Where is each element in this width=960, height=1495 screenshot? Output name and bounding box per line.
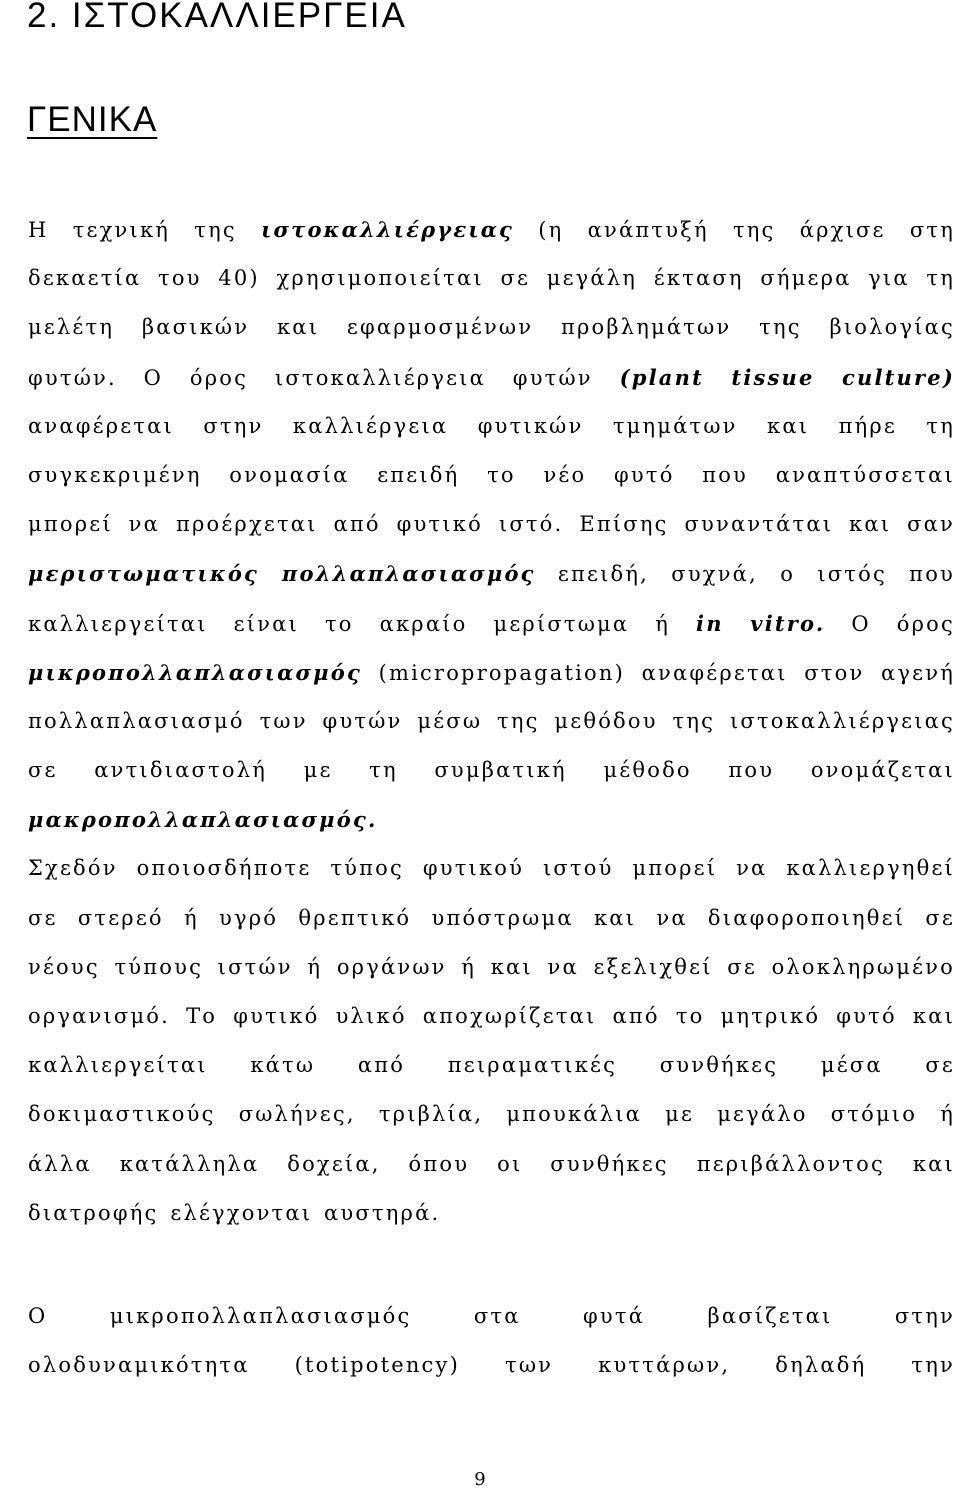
term-micropropagation: μικροπολλαπλασιασμός [28,659,362,685]
text-line [28,353,955,402]
text-line: πολλαπλασιασμό των φυτών μέσω της μεθόδου της ιστοκαλλιέργειας [28,708,955,733]
term-istokalliergeia: ιστοκαλλιέργειας [261,217,515,242]
text-line: νέους τύπους ιστών ή οργάνων ή και να εξελιχθεί σε ολοκληρωμένο [28,954,955,979]
text-line: καλλιεργείται κάτω από πειραματικές συνθήκες μέσα σε [28,1053,955,1078]
page-number: 9 [474,1469,486,1490]
text-line [28,648,955,697]
text-line: άλλα κατάλληλα δοχεία, όπου οι συνθήκες περιβάλλοντος και [28,1151,955,1176]
term-macropropagation: μακροπολλαπλασιασμός. [28,807,378,833]
text-line: δοκιμαστικούς σωλήνες, τριβλία, μπουκάλια με μεγάλο στόμιο ή [28,1102,955,1127]
text-run: καλλιεργείται είναι το ακραίο μερίστωμα ή [28,611,697,636]
term-plant-tissue-culture: (plant tissue culture) [619,364,955,390]
text-line: Ο μικροπολλαπλασιασμός στα φυτά βασίζεται στην [28,1304,955,1328]
text-line: συγκεκριμένη ονομασία επειδή το νέο φυτό που αναπτύσσεται [28,462,955,487]
text-line [28,205,955,254]
chapter-title: 2. ΙΣΤΟΚΑΛΛΙΕΡΓΕΙΑ [27,0,407,35]
text-line: μπορεί να προέρχεται από φυτικό ιστό. Επίσης συναντάται και σαν [28,512,955,537]
text-line: σε αντιδιαστολή με τη συμβατική μέθοδο που ονομάζεται [28,758,955,783]
paragraph-intro [28,205,955,1238]
text-line: αναφέρεται στην καλλιέργεια φυτικών τμημάτων και πήρε τη [28,413,955,438]
text-run: Ο όρος [825,611,955,636]
text-run: επειδή, συχνά, ο ιστός που [535,562,955,587]
text-line: οργανισμό. Το φυτικό υλικό αποχωρίζεται από το μητρικό φυτό και [28,1004,955,1028]
section-title: ΓΕΝΙΚΑ [27,100,158,139]
text-line: σε στερεό ή υγρό θρεπτικό υπόστρωμα και να διαφοροποιηθεί σε [28,905,955,930]
text-line [28,599,955,648]
text-line: ολοδυναμικότητα (totipotency) των κυττάρων, δηλαδή την [28,1353,955,1378]
text-line [28,549,955,598]
text-line: δεκαετία του 40) χρησιμοποιείται σε μεγάλη έκταση σήμερα για τη [28,266,955,291]
text-run: (micropropagation) αναφέρεται στον αγενή [361,660,955,685]
text-line: Σχεδόν οποιοσδήποτε τύπος φυτικού ιστού μπορεί να καλλιεργηθεί [28,856,955,881]
term-meristematic-propagation: μεριστωματικός πολλαπλασιασμός [28,561,536,587]
term-in-vitro: in vitro. [696,610,826,636]
text-line [28,795,955,844]
text-run: Η τεχνική της [28,218,262,242]
text-line: διατροφής ελέγχονται αυστηρά. [28,1200,441,1225]
text-run: (η ανάπτυξή της άρχισε στη [514,218,955,242]
paragraph-micropropagation [28,1292,955,1390]
text-line: μελέτη βασικών και εφαρμοσμένων προβλημάτων της βιολογίας [28,315,955,340]
text-run: φυτών. Ο όρος ιστοκαλλιέργεια φυτών [28,365,620,390]
